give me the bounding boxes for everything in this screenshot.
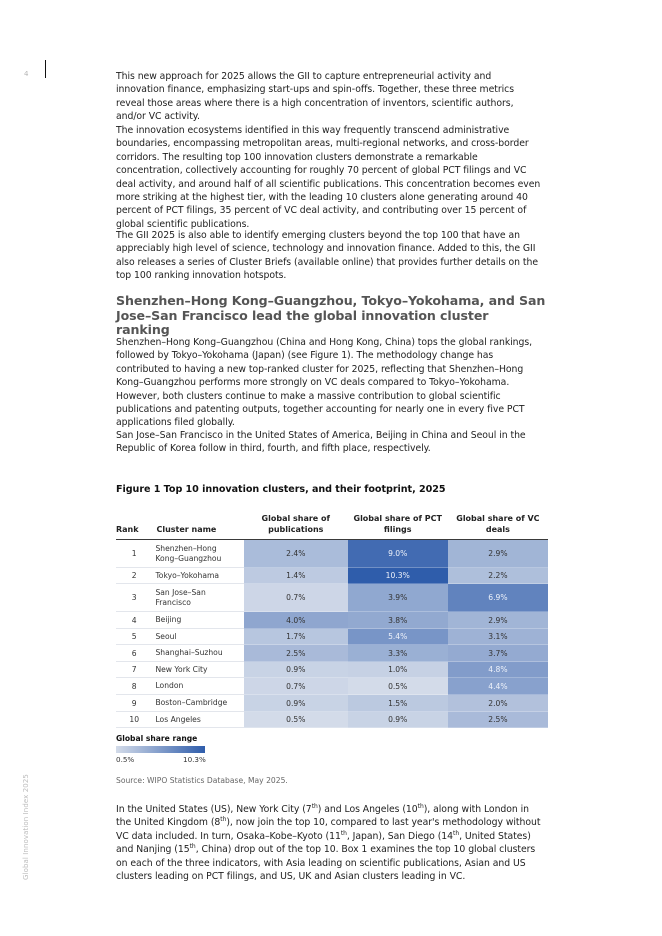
section-heading-block bbox=[116, 294, 546, 338]
ordinal-suffix: th bbox=[189, 843, 196, 851]
clusters-table bbox=[116, 507, 548, 728]
page-number: 4 bbox=[24, 70, 29, 78]
legend-min-label: 0.5% bbox=[116, 755, 135, 764]
table-row bbox=[116, 568, 548, 584]
pct-share-cell: 9.0% bbox=[348, 540, 448, 568]
cluster-name-cell: Shanghai–Suzhou bbox=[152, 645, 243, 662]
column-header-pct-filings: Global share of PCT filings bbox=[348, 507, 448, 540]
column-header-publications: Global share of publications bbox=[244, 507, 348, 540]
rank-cell: 10 bbox=[116, 712, 152, 728]
pct-share-cell: 1.5% bbox=[348, 695, 448, 712]
ordinal-suffix: th bbox=[340, 829, 347, 837]
vc-share-cell: 4.4% bbox=[448, 678, 548, 695]
cluster-name-cell: Boston–Cambridge bbox=[152, 695, 243, 712]
table-row bbox=[116, 695, 548, 712]
legend-gradient-bar bbox=[116, 746, 205, 753]
table-row bbox=[116, 540, 548, 568]
vc-share-cell: 3.1% bbox=[448, 629, 548, 645]
legend-title: Global share range bbox=[116, 734, 198, 743]
figure-title: Figure 1 Top 10 innovation clusters, and their footprint, 2025 bbox=[116, 484, 446, 495]
vc-share-cell: 2.9% bbox=[448, 612, 548, 629]
intro-text-1: This new approach for 2025 allows the GII to capture entrepreneurial activity and innovation finance, emphasizing start-ups and spin-offs. Together, these three metrics reveal those areas where there is a high concentration of inventors, scientific authors, and/or VC activity. bbox=[116, 71, 514, 123]
intro-text-2: The innovation ecosystems identified in this way frequently transcend administrative boundaries, encompassing metropolitan areas, multi-regional networks, and cross-border corridors. The resulting top 100 innovation clusters demonstrate a remarkable concentration, collectively accounting for roughly 70 percent of global PCT filings and VC deal activity, and around half of all scientific publications. This concentration becomes even more striking at the highest tier, with the leading 10 clusters alone generating around 40 percent of PCT filings, 35 percent of VC deal activity, and contributing over 15 percent of global scientific publications. bbox=[116, 125, 541, 230]
closing-text: In the United States (US), New York City (7th) and Los Angeles (10th), along with London in the United Kingdom (8th), now join the top 10, compared to last year's methodology without VC data included. In turn, Osaka–Kobe–Kyoto (11th, Japan), San Diego (14th, United States) and Nanjing (15th, China) drop out of the top 10. Box 1 examines the top 10 global clusters on each of the three indicators, with Asia leading on scientific publications, Asian and US clusters leading on PCT filings, and US, UK and Asian clusters leading in VC. bbox=[116, 802, 541, 883]
cluster-name-cell: Shenzhen–Hong Kong–Guangzhou bbox=[152, 540, 243, 568]
rank-cell: 9 bbox=[116, 695, 152, 712]
column-header-cluster-name: Cluster name bbox=[152, 507, 243, 540]
intro-paragraph-2 bbox=[116, 124, 542, 231]
table-row bbox=[116, 662, 548, 678]
vc-share-cell: 2.2% bbox=[448, 568, 548, 584]
table-row bbox=[116, 712, 548, 728]
publications-share-cell: 0.9% bbox=[244, 662, 348, 678]
vc-share-cell: 2.9% bbox=[448, 540, 548, 568]
intro-paragraph-1 bbox=[116, 70, 542, 124]
publications-share-cell: 0.7% bbox=[244, 678, 348, 695]
publications-share-cell: 2.4% bbox=[244, 540, 348, 568]
table-header-row bbox=[116, 507, 548, 540]
cluster-name-cell: Beijing bbox=[152, 612, 243, 629]
rank-cell: 4 bbox=[116, 612, 152, 629]
rank-cell: 3 bbox=[116, 584, 152, 612]
vc-share-cell: 2.5% bbox=[448, 712, 548, 728]
publications-share-cell: 4.0% bbox=[244, 612, 348, 629]
table-row bbox=[116, 678, 548, 695]
publications-share-cell: 0.7% bbox=[244, 584, 348, 612]
rank-cell: 8 bbox=[116, 678, 152, 695]
rank-cell: 2 bbox=[116, 568, 152, 584]
publications-share-cell: 1.4% bbox=[244, 568, 348, 584]
closing-paragraph bbox=[116, 803, 542, 883]
table-row bbox=[116, 612, 548, 629]
rank-cell: 7 bbox=[116, 662, 152, 678]
pct-share-cell: 10.3% bbox=[348, 568, 448, 584]
publications-share-cell: 1.7% bbox=[244, 629, 348, 645]
rank-cell: 6 bbox=[116, 645, 152, 662]
cluster-name-cell: San Jose–San Francisco bbox=[152, 584, 243, 612]
page-rule-divider bbox=[45, 60, 46, 78]
pct-share-cell: 3.3% bbox=[348, 645, 448, 662]
section-paragraph-1 bbox=[116, 336, 542, 430]
ordinal-suffix: th bbox=[417, 802, 424, 810]
table-row bbox=[116, 629, 548, 645]
table-row bbox=[116, 584, 548, 612]
section-paragraph-2 bbox=[116, 429, 542, 456]
vc-share-cell: 4.8% bbox=[448, 662, 548, 678]
publications-share-cell: 0.5% bbox=[244, 712, 348, 728]
pct-share-cell: 5.4% bbox=[348, 629, 448, 645]
publications-share-cell: 0.9% bbox=[244, 695, 348, 712]
column-header-vc-deals: Global share of VC deals bbox=[448, 507, 548, 540]
intro-text-3: The GII 2025 is also able to identify emerging clusters beyond the top 100 that have an appreciably high level of science, technology and innovation finance. Added to this, the GII also releases a series of Cluster Briefs (available online) that provides further details on the top 100 ranking innovation hotspots. bbox=[116, 230, 539, 282]
vc-share-cell: 6.9% bbox=[448, 584, 548, 612]
section-heading: Shenzhen–Hong Kong–Guangzhou, Tokyo–Yokohama, and San Jose–San Francisco lead the global innovation cluster ranking bbox=[116, 293, 546, 337]
figure-source: Source: WIPO Statistics Database, May 2025. bbox=[116, 776, 288, 785]
cluster-name-cell: Los Angeles bbox=[152, 712, 243, 728]
rank-cell: 5 bbox=[116, 629, 152, 645]
pct-share-cell: 1.0% bbox=[348, 662, 448, 678]
column-header-rank: Rank bbox=[116, 507, 152, 540]
legend-max-label: 10.3% bbox=[183, 755, 206, 764]
pct-share-cell: 3.9% bbox=[348, 584, 448, 612]
publications-share-cell: 2.5% bbox=[244, 645, 348, 662]
intro-paragraph-3 bbox=[116, 229, 542, 283]
table-row bbox=[116, 645, 548, 662]
ordinal-suffix: th bbox=[220, 816, 227, 824]
ordinal-suffix: th bbox=[311, 802, 318, 810]
pct-share-cell: 0.9% bbox=[348, 712, 448, 728]
pct-share-cell: 0.5% bbox=[348, 678, 448, 695]
rank-cell: 1 bbox=[116, 540, 152, 568]
cluster-name-cell: Tokyo–Yokohama bbox=[152, 568, 243, 584]
pct-share-cell: 3.8% bbox=[348, 612, 448, 629]
vc-share-cell: 3.7% bbox=[448, 645, 548, 662]
vc-share-cell: 2.0% bbox=[448, 695, 548, 712]
cluster-name-cell: London bbox=[152, 678, 243, 695]
running-side-label: Global Innovation Index 2025 bbox=[22, 774, 30, 880]
cluster-name-cell: Seoul bbox=[152, 629, 243, 645]
section-text-1: Shenzhen–Hong Kong–Guangzhou (China and Hong Kong, China) tops the global rankings, followed by Tokyo–Yokohama (Japan) (see Figure 1). The methodology change has contributed to having a new top-ranked cluster for 2025, reflecting that Shenzhen–Hong Kong–Guangzhou performs more strongly on VC deals compared to Tokyo–Yokohama. However, both clusters continue to make a massive contribution to global scientific publications and patenting outputs, together accounting for nearly one in every five PCT applications filed globally. bbox=[116, 337, 533, 429]
cluster-name-cell: New York City bbox=[152, 662, 243, 678]
ordinal-suffix: th bbox=[453, 829, 460, 837]
section-text-2: San Jose–San Francisco in the United States of America, Beijing in China and Seoul in the Republic of Korea follow in third, fourth, and fifth place, respectively. bbox=[116, 430, 526, 455]
